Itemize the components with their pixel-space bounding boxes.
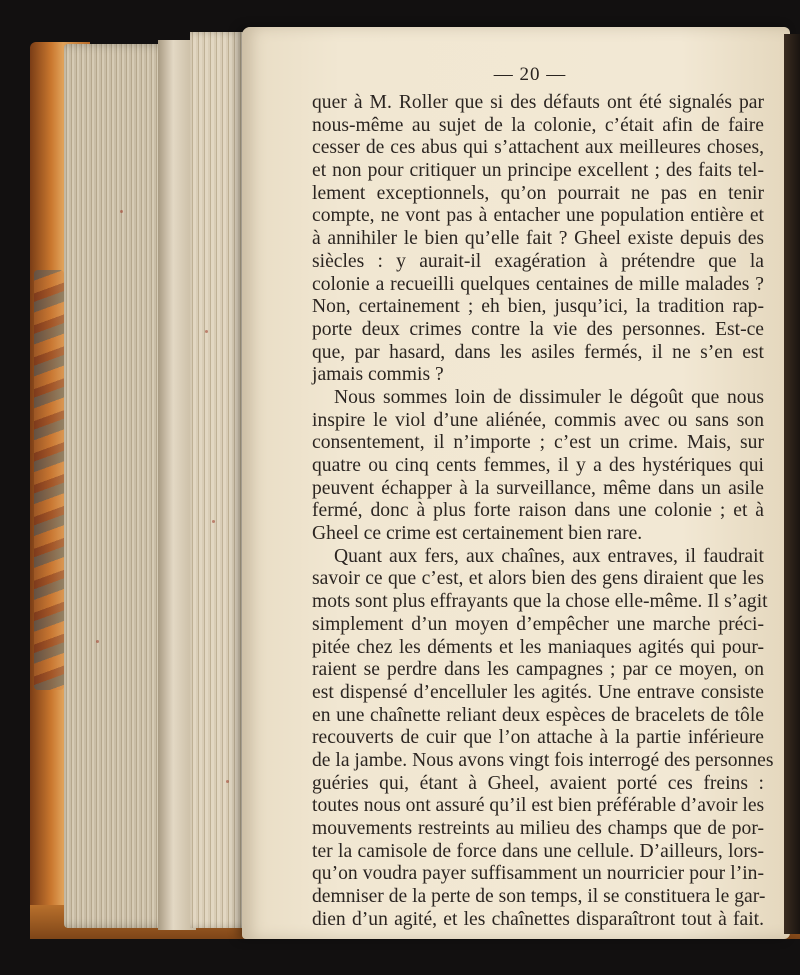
text-line: siècles : y aurait-il exagération à prétendre que la <box>312 250 764 272</box>
text-line: Gheel ce crime est certainement bien rare. <box>312 523 643 545</box>
foxing-spot <box>120 210 123 213</box>
text-line: guéries qui, étant à Gheel, avaient porté ces freins : <box>312 772 764 794</box>
page-body-text <box>312 92 774 931</box>
text-line: pitée chez les déments et les maniaques agités qui pour- <box>312 636 764 658</box>
text-line: recouverts de cuir que l’on attache à la partie inférieure <box>312 727 764 749</box>
text-line: quatre ou cinq cents femmes, il y a des hystériques qui <box>312 455 764 476</box>
text-line: Nous sommes loin de dissimuler le dégoût que nous <box>334 386 764 408</box>
text-line: qu’on voudra payer suffisamment un nourricier pour l’in- <box>312 863 764 885</box>
text-line: que, par hasard, dans les asiles fermés, il ne s’en est <box>312 341 764 363</box>
text-line: fermé, donc à plus forte raison dans une colonie ; et à <box>312 500 764 522</box>
text-line: Quant aux fers, aux chaînes, aux entraves, il faudrait <box>334 545 764 567</box>
foxing-spot <box>212 520 215 523</box>
marbled-cover-pattern <box>34 270 64 690</box>
text-line: à annihiler le bien qu’elle fait ? Gheel existe depuis des <box>312 228 764 250</box>
foxing-spot <box>226 780 229 783</box>
text-line: mots sont plus effrayants que la chose elle-même. Il s’agit <box>312 591 768 613</box>
text-line: lement exceptionnels, qu’on pourrait ne pas en tenir <box>312 182 764 204</box>
text-line: nous-même au sujet de la colonie, c’était afin de faire <box>312 114 764 136</box>
text-line: jamais commis ? <box>312 364 444 386</box>
text-line: en une chaînette reliant deux espèces de bracelets de tôle <box>312 704 764 726</box>
text-line: cesser de ces abus qui s’attachent aux meilleures choses, <box>312 137 764 159</box>
text-line: inspire le viol d’une aliénée, commis avec ou sans son <box>312 409 764 431</box>
text-line: colonie a recueilli quelques centaines de mille malades ? <box>312 273 764 295</box>
text-line: consentement, il n’importe ; c’est un crime. Mais, sur <box>312 432 764 454</box>
text-line: quer à M. Roller que si des défauts ont été signalés par <box>312 92 764 113</box>
text-line: et non pour critiquer un principe excellent ; des faits tel- <box>312 160 764 182</box>
text-line: Non, certainement ; eh bien, jusqu’ici, la tradition rap- <box>312 296 764 318</box>
text-line: dien d’un agité, et les chaînettes disparaîtront tout à fait. <box>312 908 764 930</box>
text-line: est dispensé d’encelluler les agités. Une entrave consiste <box>312 681 764 703</box>
foxing-spot <box>96 640 99 643</box>
text-line: mouvements restreints au milieu des champs que de por- <box>312 818 764 839</box>
text-line: compte, ne vont pas à entacher une population entière et <box>312 205 764 227</box>
text-line: toutes nous ont assuré qu’il est bien préférable d’avoir les <box>312 795 765 817</box>
text-line: peuvent échapper à la surveillance, même dans un asile <box>312 477 764 499</box>
next-page-edge <box>784 34 800 934</box>
foxing-spot <box>205 330 208 333</box>
text-line: porte deux crimes contre la vie des personnes. Est-ce <box>312 318 764 340</box>
text-line: raient se perdre dans les campagnes ; par ce moyen, on <box>312 659 764 681</box>
text-line: demniser de la perte de son temps, il se constituera le gar- <box>312 886 766 908</box>
text-line: savoir ce que c’est, et alors bien des gens diraient que les <box>312 568 764 590</box>
text-line: simplement d’un moyen d’empêcher une marche préci- <box>312 613 764 635</box>
text-line: ter la camisole de force dans une cellule. D’ailleurs, lors- <box>312 840 764 862</box>
text-line: de la jambe. Nous avons vingt fois interrogé des personnes <box>312 749 774 771</box>
page-number: — 20 — <box>493 64 567 85</box>
